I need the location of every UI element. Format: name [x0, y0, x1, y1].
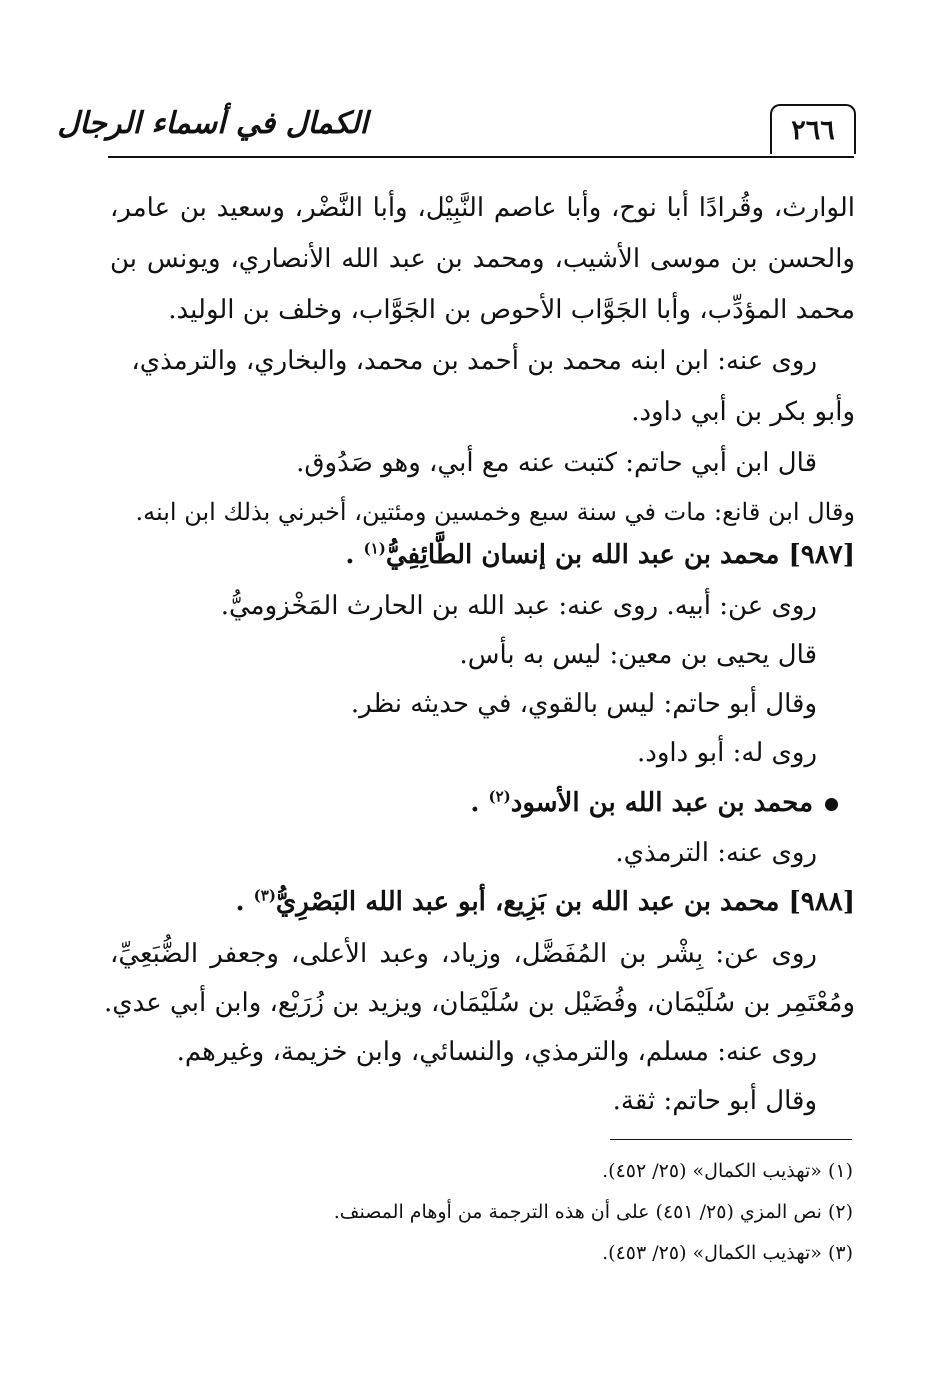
body-line: روى عنه: الترمذي. [615, 838, 817, 868]
entry-heading-988: [٩٨٨] محمد بن عبد الله بن بَزِيع، أبو عبد الله البَصْرِيُّ$^{(٣)}$ . [235, 886, 855, 917]
footnote-separator [610, 1139, 852, 1140]
body-line: الوارث، وقُرادًا أبا نوح، وأبا عاصم النَّبِيْل، وأبا النَّضْر، وسعيد بن عامر، [110, 193, 855, 223]
footnote-ref: (٣) [253, 886, 276, 905]
body-line: قال يحيى بن معين: ليس به بأس. [459, 640, 817, 670]
body-line: روى عنه: ابن ابنه محمد بن أحمد بن محمد، والبخاري، والترمذي، [131, 346, 817, 376]
footnote: (١) «تهذيب الكمال» (٢٥/ ٤٥٢). [602, 1160, 853, 1182]
footnote-ref: (٢) [488, 787, 511, 806]
entry-name: محمد بن عبد الله بن بَزِيع، أبو عبد الله البَصْرِيُّ [275, 887, 780, 917]
page-number: ٢٦٦ [770, 104, 856, 154]
footnote-ref: (١) [363, 539, 386, 558]
body-line: وقال أبو حاتم: ليس بالقوي، في حديثه نظر. [350, 689, 817, 719]
entry-heading-aswad: محمد بن عبد الله بن الأسود$^{(٢)}$ . [470, 783, 838, 823]
entry-name: محمد بن عبد الله بن الأسود [510, 788, 813, 818]
entry-number: [٩٨٧] [788, 540, 855, 570]
body-line: ومُعْتَمِر بن سُلَيْمَان، وفُضَيْل بن سُلَيْمَان، ويزيد بن زُرَيْع، وابن أبي عدي. [104, 988, 855, 1018]
body-line: وقال أبو حاتم: ثقة. [612, 1086, 817, 1116]
book-title: الكمال في أسماء الرجال [57, 106, 368, 141]
body-line: قال ابن أبي حاتم: كتبت عنه مع أبي، وهو صَدُوق. [296, 448, 817, 478]
body-line: روى عنه: مسلم، والترمذي، والنسائي، وابن خزيمة، وغيرهم. [176, 1037, 817, 1067]
entry-number: [٩٨٨] [788, 887, 855, 917]
header-rule [108, 156, 854, 158]
body-line: والحسن بن موسى الأشيب، ومحمد بن عبد الله الأنصاري، ويونس بن [110, 244, 855, 274]
body-line: روى له: أبو داود. [637, 738, 817, 768]
footnote: (٣) «تهذيب الكمال» (٢٥/ ٤٥٣). [602, 1242, 853, 1264]
body-line: روى عن: أبيه. روى عنه: عبد الله بن الحارث المَخْزوميُّ. [220, 591, 817, 621]
body-line: روى عن: بِشْر بن المُفَضَّل، وزياد، وعبد الأعلى، وجعفر الضُّبَعِيِّ، [110, 939, 817, 969]
bullet-icon [825, 798, 838, 811]
entry-name: محمد بن عبد الله بن إنسان الطَّائِفِيُّ [385, 540, 780, 570]
body-line: وأبو بكر بن أبي داود. [631, 397, 855, 427]
body-line: وقال ابن قانع: مات في سنة سبع وخمسين ومئتين، أخبرني بذلك ابن ابنه. [135, 498, 855, 526]
footnote: (٢) نص المزي (٢٥/ ٤٥١) على أن هذه الترجمة من أوهام المصنف. [333, 1201, 853, 1223]
body-line: محمد المؤدِّب، وأبا الجَوَّاب الأحوص بن الجَوَّاب، وخلف بن الوليد. [168, 295, 855, 325]
entry-heading-987: [٩٨٧] محمد بن عبد الله بن إنسان الطَّائِفِيُّ$^{(١)}$ . [345, 539, 855, 570]
